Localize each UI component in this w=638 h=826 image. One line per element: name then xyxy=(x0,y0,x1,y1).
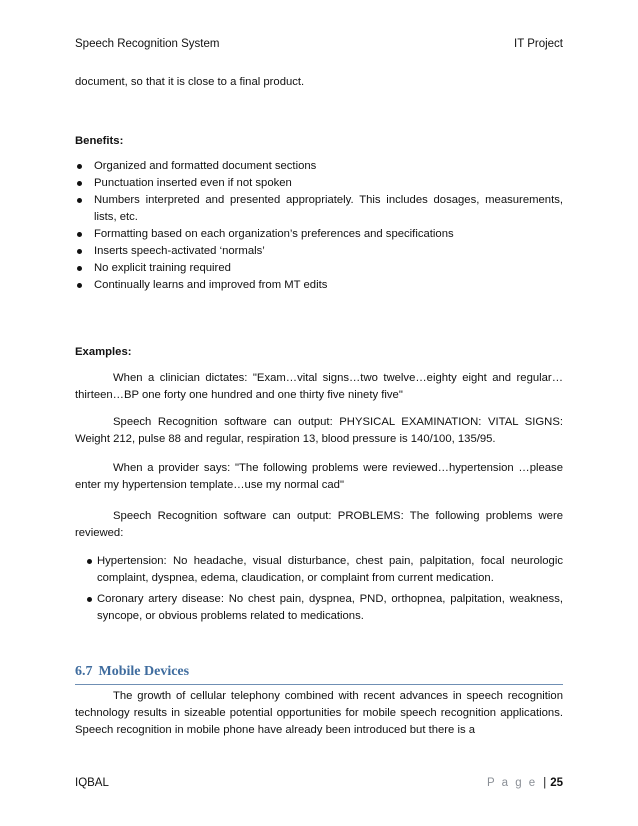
list-item-text: Numbers interpreted and presented appropriately. This includes dosages, measurements, lists, etc. xyxy=(94,194,563,223)
section-paragraph: The growth of cellular telephony combined with recent advances in speech recognition technology results in sizeable potential opportunities for mobile speech recognition applications. Speech recognition in mobile phone have already been introduced but there is a xyxy=(75,690,563,736)
bullet-icon xyxy=(77,181,82,186)
example-paragraph-3: When a provider says: "The following problems were reviewed…hypertension …please enter my hypertension template…use my normal cad" xyxy=(75,462,563,491)
benefits-heading: Benefits: xyxy=(75,135,124,147)
example-paragraph-1: When a clinician dictates: "Exam…vital signs…two twelve…eighty eight and regular…thirteen…BP one forty one hundred and one thirty five ninety five" xyxy=(75,372,563,401)
bullet-icon xyxy=(77,283,82,288)
page-indicator xyxy=(487,777,563,789)
benefits-list xyxy=(75,158,563,294)
list-item xyxy=(75,277,563,294)
page-footer xyxy=(75,777,563,789)
list-item-text: Inserts speech-activated ‘normals’ xyxy=(94,245,265,257)
list-item xyxy=(75,260,563,277)
list-item-text: Formatting based on each organization’s preferences and specifications xyxy=(94,228,454,240)
section-title: Mobile Devices xyxy=(98,664,190,679)
bullet-icon xyxy=(77,164,82,169)
section-heading xyxy=(75,664,189,680)
problems-list xyxy=(75,553,563,625)
list-item-text: No explicit training required xyxy=(94,262,231,274)
bullet-icon xyxy=(87,559,92,564)
list-item-text: Punctuation inserted even if not spoken xyxy=(94,177,292,189)
header-title: Speech Recognition System xyxy=(75,38,220,50)
list-item xyxy=(75,175,563,192)
page-separator: | xyxy=(543,777,547,789)
bullet-icon xyxy=(87,597,92,602)
page-number: 25 xyxy=(550,777,563,789)
intro-paragraph: document, so that it is close to a final product. xyxy=(75,76,305,88)
list-item-text: Coronary artery disease: No chest pain, dyspnea, PND, orthopnea, palpitation, weakness, syncope, or obvious problems related to medications. xyxy=(97,593,563,622)
bullet-icon xyxy=(77,232,82,237)
page-header xyxy=(75,38,563,50)
bullet-icon xyxy=(77,249,82,254)
list-item xyxy=(75,192,563,226)
section-divider xyxy=(75,684,563,685)
list-item xyxy=(75,226,563,243)
example-paragraph-4: Speech Recognition software can output: PROBLEMS: The following problems were reviewed: xyxy=(75,510,563,539)
list-item xyxy=(75,158,563,175)
bullet-icon xyxy=(77,266,82,271)
list-item xyxy=(75,591,563,625)
footer-author: IQBAL xyxy=(75,777,109,789)
page-label: P a g e xyxy=(486,777,538,789)
list-item-text: Continually learns and improved from MT edits xyxy=(94,279,328,291)
examples-heading: Examples: xyxy=(75,346,132,358)
header-project: IT Project xyxy=(514,38,563,50)
benefits-list-container xyxy=(75,158,563,294)
list-item xyxy=(75,553,563,587)
list-item xyxy=(75,243,563,260)
problems-list-container xyxy=(75,553,563,625)
example-paragraph-2: Speech Recognition software can output: PHYSICAL EXAMINATION: VITAL SIGNS: Weight 212, pulse 88 and regular, respiration 13, blood pressure is 140/100, 135/95. xyxy=(75,416,563,445)
bullet-icon xyxy=(77,198,82,203)
list-item-text: Organized and formatted document sections xyxy=(94,160,317,172)
section-number: 6.7 xyxy=(75,664,93,679)
list-item-text: Hypertension: No headache, visual disturbance, chest pain, palpitation, focal neurologic complaint, dyspnea, edema, claudication, or complaint from current medication. xyxy=(97,555,563,584)
